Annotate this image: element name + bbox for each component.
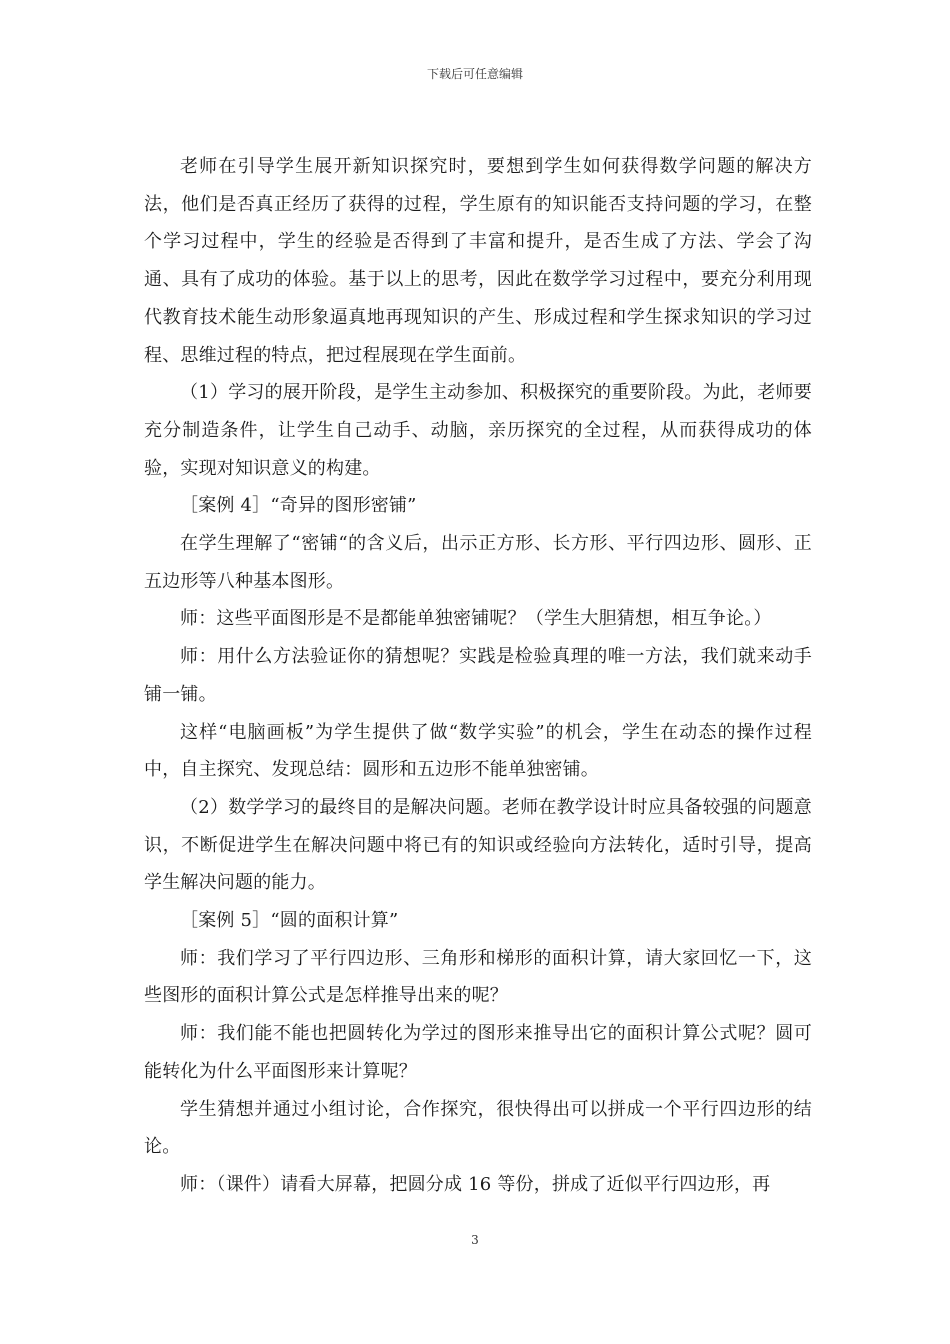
paragraph-teacher-question-1: 师：这些平面图形是不是都能单独密铺呢？（学生大胆猜想，相互争论。） — [180, 608, 772, 630]
paragraph-teacher-transform: 师：我们能不能也把圆转化为学过的图形来推导出它的面积计算公式呢？圆可能转化为什么平面图形来计算呢？ — [144, 1023, 812, 1082]
paragraph-intro: 老师在引导学生展开新知识探究时，要想到学生如何获得数学问题的解决方法，他们是否真正经历了获得的过程，学生原有的知识能否支持问题的学习，在整个学习过程中，学生的经验是否得到了丰富和提升，是否生成了方法、学会了沟通、具有了成功的体验。基于以上的思考，因此在数学学习过程中，要充分利用现代教育技术能生动形象逼真地再现知识的产生、形成过程和学生探求知识的学习过程、思维过程的特点，把过程展现在学生面前。 — [144, 156, 812, 366]
paragraph-teacher-question-2: 师：用什么方法验证你的猜想呢？实践是检验真理的唯一方法，我们就来动手铺一铺。 — [144, 646, 812, 705]
paragraph-point-2: （2）数学学习的最终目的是解决问题。老师在教学设计时应具备较强的问题意识，不断促进学生在解决问题中将已有的知识或经验向方法转化，适时引导，提高学生解决问题的能力。 — [144, 796, 812, 894]
paragraph-case-4-summary: 这样“电脑画板”为学生提供了做“数学实验”的机会，学生在动态的操作过程中，自主探究、发现总结：圆形和五边形不能单独密铺。 — [144, 721, 812, 781]
page-number: 3 — [471, 1233, 479, 1247]
case-4-heading: ［案例 4］“奇异的图形密铺” — [180, 495, 417, 517]
paragraph-teacher-review: 师：我们学习了平行四边形、三角形和梯形的面积计算，请大家回忆一下，这些图形的面积计算公式是怎样推导出来的呢？ — [144, 947, 812, 1007]
paragraph-teacher-courseware: 师：（课件）请看大屏幕，把圆分成 16 等份，拼成了近似平行四边形，再 — [180, 1173, 771, 1195]
case-5-heading: ［案例 5］“圆的面积计算” — [180, 910, 399, 932]
page-header-note: 下载后可任意编辑 — [426, 67, 523, 81]
paragraph-point-1: （1）学习的展开阶段，是学生主动参加、积极探究的重要阶段。为此，老师要充分制造条件，让学生自己动手、动脑，亲历探究的全过程，从而获得成功的体验，实现对知识意义的构建。 — [144, 382, 812, 479]
paragraph-case-4-setup: 在学生理解了“密铺“的含义后，出示正方形、长方形、平行四边形、圆形、正五边形等八种基本图形。 — [144, 533, 812, 592]
document-body — [144, 148, 812, 1204]
paragraph-student-discussion: 学生猜想并通过小组讨论，合作探究，很快得出可以拼成一个平行四边形的结论。 — [144, 1098, 812, 1158]
